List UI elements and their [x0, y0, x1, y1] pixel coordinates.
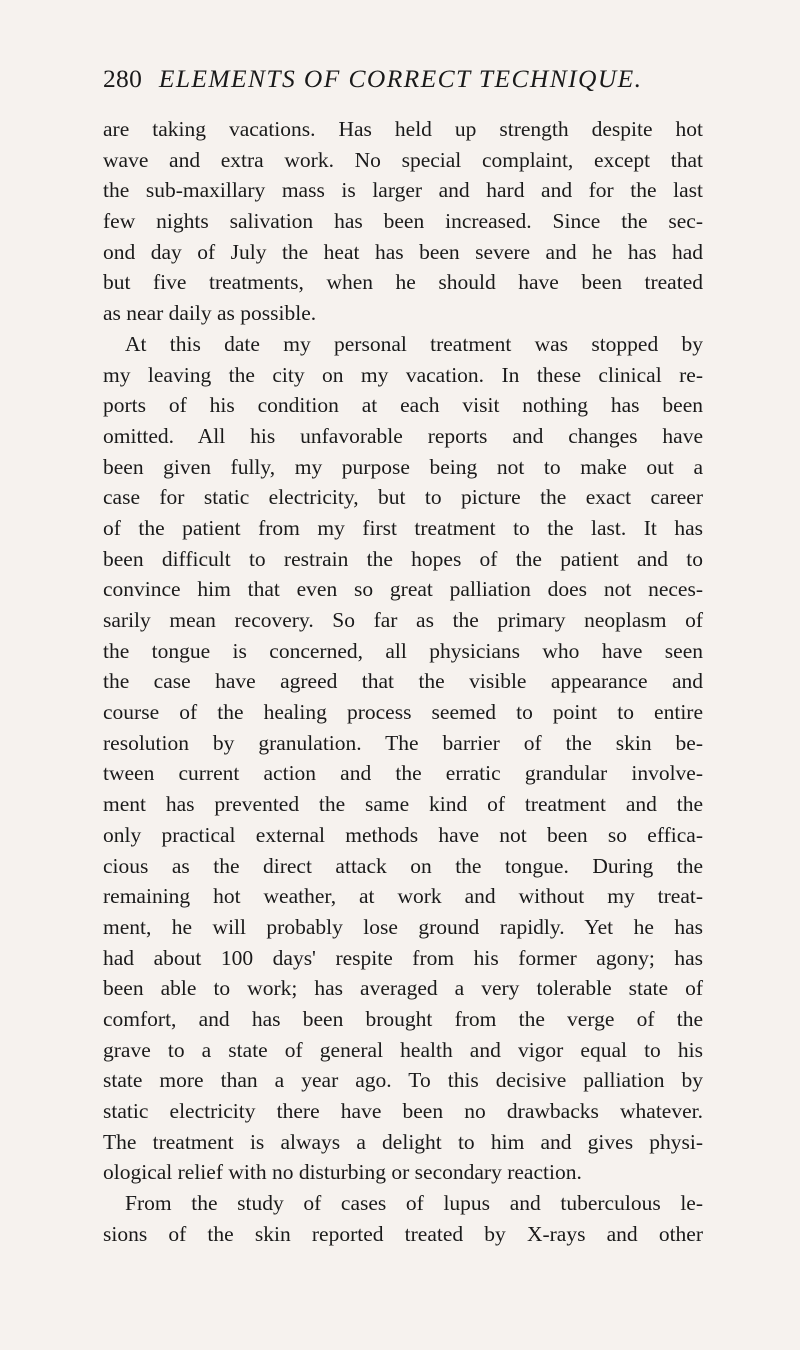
text-line: wave and extra work. No special complaint, except that	[103, 147, 703, 172]
text-line: of the patient from my first treatment to the last. It has	[103, 515, 703, 540]
text-line: ond day of July the heat has been severe and he has had	[103, 239, 703, 264]
text-line: been difficult to restrain the hopes of the patient and to	[103, 546, 703, 571]
text-line: the sub-maxillary mass is larger and hard and for the last	[103, 178, 703, 203]
text-line: ment has prevented the same kind of treatment and the	[103, 792, 703, 817]
text-line: only practical external methods have not been so effica-	[103, 822, 703, 847]
running-head	[103, 64, 703, 94]
text-line: tween current action and the erratic grandular involve-	[103, 761, 703, 786]
paragraph	[103, 329, 703, 1188]
text-line: convince him that even so great palliation does not neces-	[103, 577, 703, 602]
paragraph	[103, 114, 703, 329]
text-line: sarily mean recovery. So far as the primary neoplasm of	[103, 608, 703, 632]
page-number: 280	[103, 64, 143, 93]
text-line: From the study of cases of lupus and tuberculous le-	[125, 1191, 703, 1216]
text-line: case for static electricity, but to picture the exact career	[103, 485, 703, 510]
text-line: are taking vacations. Has held up strength despite hot	[103, 117, 703, 141]
text-line: been able to work; has averaged a very tolerable state of	[103, 976, 703, 1001]
text-line: been given fully, my purpose being not to make out a	[103, 454, 703, 479]
text-line: but five treatments, when he should have been treated	[103, 270, 703, 295]
text-line: the case have agreed that the visible appearance and	[103, 669, 703, 694]
text-line: ment, he will probably lose ground rapidly. Yet he has	[103, 914, 703, 939]
text-line: omitted. All his unfavorable reports and changes have	[103, 423, 703, 448]
text-line: ological relief with no disturbing or secondary reaction.	[103, 1160, 582, 1185]
paragraph	[103, 1188, 703, 1249]
running-title: ELEMENTS OF CORRECT TECHNIQUE.	[158, 64, 643, 93]
text-line: cious as the direct attack on the tongue. During the	[103, 853, 703, 878]
text-line: ports of his condition at each visit nothing has been	[103, 393, 703, 418]
text-line: as near daily as possible.	[103, 301, 317, 326]
text-line: remaining hot weather, at work and without my treat-	[103, 884, 703, 909]
text-line: few nights salivation has been increased. Since the sec-	[103, 209, 703, 234]
text-line: grave to a state of general health and vigor equal to his	[103, 1037, 703, 1062]
text-line: state more than a year ago. To this decisive palliation by	[103, 1068, 703, 1093]
text-line: At this date my personal treatment was stopped by	[125, 331, 703, 356]
text-line: The treatment is always a delight to him and gives physi-	[103, 1129, 703, 1154]
text-line: comfort, and has been brought from the verge of the	[103, 1006, 703, 1031]
text-line: resolution by granulation. The barrier of the skin be-	[103, 730, 703, 755]
text-line: static electricity there have been no drawbacks whatever.	[103, 1099, 703, 1123]
text-line: the tongue is concerned, all physicians who have seen	[103, 638, 703, 663]
text-line: had about 100 days' respite from his former agony; has	[103, 945, 703, 970]
text-line: course of the healing process seemed to point to entire	[103, 700, 703, 725]
text-line: sions of the skin reported treated by X-rays and other	[103, 1221, 703, 1246]
body-text	[103, 114, 703, 1249]
text-line: my leaving the city on my vacation. In these clinical re-	[103, 362, 703, 387]
